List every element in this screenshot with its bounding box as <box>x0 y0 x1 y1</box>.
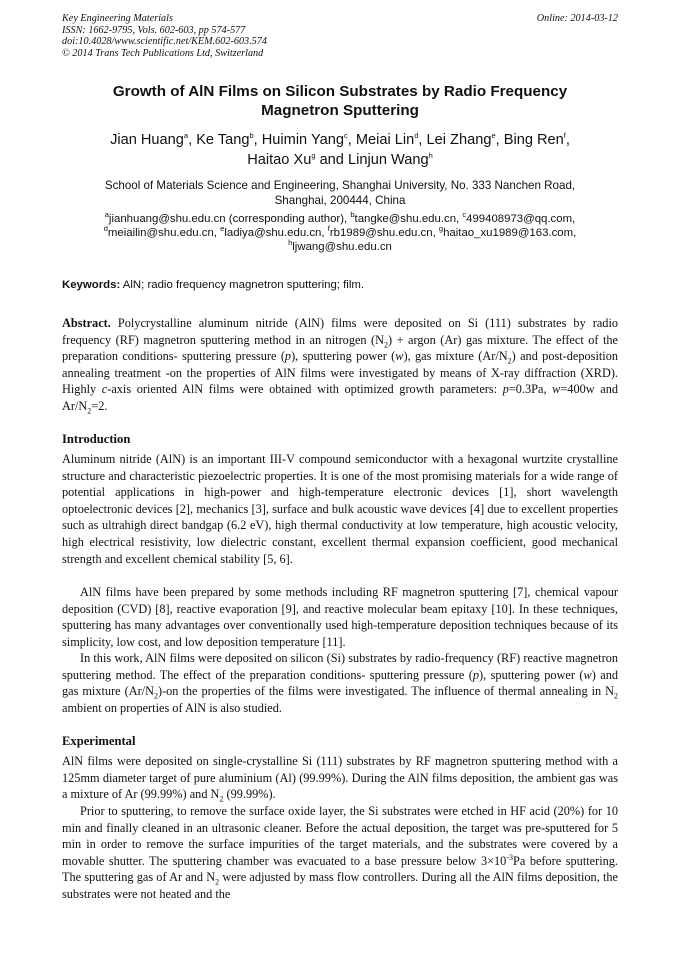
email-f: rb1989@shu.edu.cn, <box>329 227 436 239</box>
experimental-heading: Experimental <box>62 734 136 748</box>
abstract-text: ) + argon (Ar) gas mixture. The effect of the preparation conditions- sputtering pressure ( <box>62 332 619 364</box>
experimental-text: (99.99%). <box>223 787 276 802</box>
authors-line-2 <box>62 150 618 170</box>
experimental-text: Pa before sputtering. The sputtering gas of Ar and N <box>62 853 618 885</box>
author-mark: b <box>249 131 254 141</box>
author-list <box>62 130 618 170</box>
experimental-text: were adjusted by mass flow controllers. During all the AlN films deposition, the substrates were not heated and the <box>62 870 619 901</box>
author-mark: f <box>563 131 566 141</box>
keywords-text: AlN; radio frequency magnetron sputtering; film. <box>122 279 364 291</box>
introduction-heading: Introduction <box>62 432 131 446</box>
author-mark: a <box>183 131 189 141</box>
abstract-text: Polycrystalline aluminum nitride (AlN) films were deposited on Si (111) substrates by radio frequency (RF) magnetron sputtering method in an nitrogen (N <box>62 316 619 347</box>
symbol-p: p <box>284 349 292 364</box>
abstract-text: ), sputtering power ( <box>291 349 396 364</box>
author-name: Ke Tang <box>196 132 250 148</box>
email-c: 499408973@qq.com, <box>466 213 576 225</box>
email-e: ladiya@shu.edu.cn, <box>224 227 325 239</box>
author-mark: h <box>428 151 433 161</box>
experimental-text: AlN films were deposited on single-crystalline Si (111) substrates by RF magnetron sputtering method with a 125mm diameter target of pure aluminium (Al) (99.99%). During the AlN films deposition, the ambient gas was a mixture of Ar (99.99%) and N <box>62 754 618 802</box>
keywords-label: Keywords: <box>62 279 121 291</box>
email-mark: a <box>104 210 109 220</box>
superscript: -3 <box>506 852 514 862</box>
intro-text: ambient on properties of AlN is also studied. <box>62 700 282 715</box>
symbol-p: p <box>472 667 480 682</box>
symbol-w: w <box>583 667 592 682</box>
abstract-text: =2. <box>91 398 108 413</box>
intro-text: ) and gas mixture (Ar/N <box>62 667 618 699</box>
email-mark: b <box>350 210 355 220</box>
email-mark: e <box>220 224 225 234</box>
author-mark: e <box>491 131 496 141</box>
author-mark: c <box>343 131 348 141</box>
copyright-line: © 2014 Trans Tech Publications Ltd, Switzerland <box>62 47 264 59</box>
doi-line: doi:10.4028/www.scientific.net/KEM.602-603.574 <box>62 36 267 48</box>
paper-title <box>62 82 618 120</box>
author-name: Jian Huang <box>110 132 184 148</box>
experimental-paragraph-1 <box>62 753 618 803</box>
abstract <box>62 315 618 415</box>
online-date: Online: 2014-03-12 <box>536 13 618 24</box>
subscript: 2 <box>87 406 92 416</box>
emails-line-1 <box>62 212 618 226</box>
email-mark: f <box>327 224 330 234</box>
email-b: tangke@shu.edu.cn, <box>354 213 460 225</box>
author-name: Lei Zhang <box>426 132 492 148</box>
abstract-text: ) and post-deposition annealing treatment -on the properties of AlN films were investigated by means of X-ray diffraction (XRD). Highly <box>62 349 619 397</box>
subscript: 2 <box>614 691 618 701</box>
email-mark: c <box>462 210 467 220</box>
email-d: meiailin@shu.edu.cn, <box>107 227 217 239</box>
journal-name: Key Engineering Materials <box>62 13 173 24</box>
email-list <box>62 212 618 254</box>
affiliation-line-2: Shanghai, 200444, China <box>274 194 406 207</box>
affiliation <box>62 178 618 208</box>
symbol-w: w <box>552 382 561 397</box>
email-mark: h <box>288 238 293 248</box>
authors-and: and <box>319 152 344 168</box>
intro-text: ), sputtering power ( <box>479 667 584 682</box>
authors-line-1: Jian Huang$^a$, Ke Tang$^b$, Huimin Yang$^c$, Meiai Lin$^d$, Lei Zhang$^e$, Bing Ren$^f$, <box>110 131 570 148</box>
issn-line: ISSN: 1662-9795, Vols. 602-603, pp 574-577 <box>62 24 246 36</box>
subscript: 2 <box>384 340 389 350</box>
emails-line-3 <box>62 240 618 254</box>
email-mark: d <box>103 224 108 234</box>
subscript: 2 <box>153 691 158 701</box>
experimental-paragraph-2 <box>62 803 618 903</box>
email-a: jianhuang@shu.edu.cn (corresponding author), <box>108 213 348 225</box>
intro-text: In this work, AlN films were deposited on silicon (Si) substrates by radio-frequency (RF) reactive magnetron sputtering method. The effect of the preparation conditions- sputtering pressure ( <box>62 651 618 682</box>
abstract-text: -axis oriented AlN films were obtained with optimized growth parameters: <box>107 382 503 397</box>
symbol-p: p <box>502 382 509 397</box>
author-name: Haitao Xu <box>247 152 312 168</box>
subscript: 2 <box>219 794 224 804</box>
keywords <box>62 278 618 292</box>
symbol-w: w <box>395 349 404 364</box>
symbol-c: c <box>101 382 108 397</box>
intro-text: )-on the properties of the films were investigated. The influence of thermal annealing in N <box>157 684 614 699</box>
intro-paragraph-3 <box>62 650 618 716</box>
title-line-1: Growth of AlN Films on Silicon Substrates by Radio Frequency <box>112 83 568 100</box>
author-name: Bing Ren <box>503 132 564 148</box>
emails-line-2 <box>62 226 618 240</box>
author-mark: d <box>414 131 419 141</box>
abstract-text: =400w and Ar/N <box>62 382 618 413</box>
affiliation-line-1: School of Materials Science and Engineering, Shanghai University, No. 333 Nanchen Road, <box>104 179 576 192</box>
abstract-label: Abstract. <box>62 316 111 330</box>
email-mark: g <box>438 224 444 234</box>
abstract-text: ), gas mixture (Ar/N <box>403 349 508 364</box>
email-g: haitao_xu1989@163.com, <box>443 227 577 239</box>
experimental-text: Prior to sputtering, to remove the surface oxide layer, the Si substrates were etched in HF acid (20%) for 10 min and finally cleaned in an ultrasonic cleaner. Before the actual deposition, the target was pre-sputtered for 5 min in order to remove the surface impurities of the target materials, and the substrates were covered by a movable shutter. The sputtering chamber was evacuated to a base pressure below 3×10 <box>62 804 618 868</box>
subscript: 2 <box>507 356 512 366</box>
intro-paragraph-2: AlN films have been prepared by some methods including RF magnetron sputtering [7], chemical vapour deposition (CVD) [8], reactive evaporation [9], and reactive molecular beam epitaxy [10]. In these techniques, sputtering has many advantages over conventionally used high-temperature deposition techniques because of its simplicity, low cost, and low deposition temperature [11]. <box>62 585 618 649</box>
email-h: ljwang@shu.edu.cn <box>292 241 392 253</box>
author-name: Huimin Yang <box>261 132 344 148</box>
intro-paragraph-1: Aluminum nitride (AlN) is an important III-V compound semiconductor with a hexagonal wurtzite crystalline structure and characteristic piezoelectric properties. It is one of the most promising materials for a wide range of potential applications in high-power and high-temperature electronic devices [1], short wavelength optoelectronic devices [2], mechanics [3], surface and bulk acoustic wave devices [4] due to excellent properties such as ultrahigh direct bandgap (6.2 eV), high thermal conductivity at low temperature, high acoustic velocity, high electrical resistivity, low dielectric constant, excellent thermal expansion coefficient, good mechanical strength and excellent chemical stability [5, 6]. <box>62 452 618 566</box>
journal-header <box>62 13 618 59</box>
subscript: 2 <box>215 877 220 887</box>
abstract-text: =0.3Pa, <box>508 382 553 397</box>
author-name: Meiai Lin <box>355 132 415 148</box>
title-line-2: Magnetron Sputtering <box>261 102 419 119</box>
author-name: Linjun Wang <box>347 152 429 168</box>
author-mark: g <box>311 151 316 161</box>
